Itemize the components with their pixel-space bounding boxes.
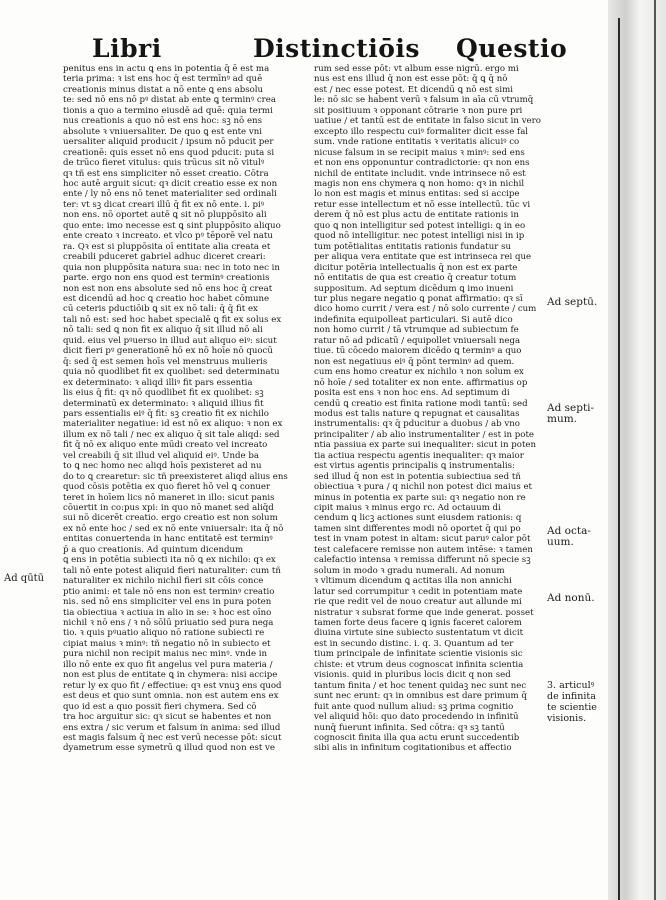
text-line: cendum ꝗ licꝫ actiones sunt eiusdem rationis: q	[314, 513, 522, 524]
text-line: quia non pluppōsita natura sua: nec in toto nec in	[63, 262, 280, 273]
text-line: cendū ꝗ creatio est finita ratione modi tantū: sed	[314, 398, 528, 409]
text-line: creationē: quis esset nō ens quod pducit: puta si	[63, 147, 275, 158]
text-line: ter: vt sꝫ dicat creari illū q̄ fit ex nō ente. i. piꝰ	[63, 199, 265, 210]
running-head-right: Questio	[456, 34, 568, 63]
text-line: nichil de entitate includit. vnde intrinsece nō est	[314, 168, 526, 179]
text-line: le: nō sic se habent verū ꝛ falsum in aīa cū vtrumq̄	[314, 95, 534, 106]
text-line: et non ens opponuntur contradictorie: qꝛ non ens	[314, 158, 530, 169]
text-line: est magis falsum q̄ nec est verū necesse pōt: sicut	[63, 733, 282, 743]
text-line: magis non ens chymera ꝗ non homo: qꝛ in nichil	[314, 178, 525, 189]
text-line: sed illud q̄ non est in potentia subiectiua sed tñ	[314, 471, 521, 482]
text-line: non homo currit / tā vtrumque ad subiectum fe	[314, 325, 519, 336]
right-text-column	[314, 64, 564, 894]
text-line: determinatū ex determinato: ꝛ aliquid illius fit	[63, 398, 264, 409]
text-line: non est non ens absolute sed nō ens hoc q̄ creat	[63, 283, 273, 294]
text-line: sum. vnde ratione entitatis ꝛ veritatis alicuiꝰ co	[314, 137, 520, 148]
text-line: minus in potentia ex parte sui: qꝛ negatio non re	[314, 492, 526, 503]
text-line: teret in hoīem lics nō maneret in illo: sicut panis	[63, 492, 275, 503]
text-line: ex nō ente hoc / sed ex nō ente vniuersalr: ita q̄ nō	[63, 523, 284, 534]
text-line: quod cōsis potētia ex quo fieret hō vel ꝗ conuer	[63, 482, 271, 493]
left-text-column	[63, 64, 313, 894]
text-line: nistratur ꝛ subsrat forme que inde generat. posset	[314, 607, 534, 618]
text-line: naturaliter ex nichilo nichil fieri sit cōis conce	[63, 576, 264, 587]
text-line: sui nō dicerēt creatio. ergo creatio est non solum	[63, 513, 278, 524]
text-line: diuina virtute sine subiecto sustentatum vt dicit	[314, 628, 524, 639]
text-line: test in vnam potest in altam: sicut paruꝰ calor pōt	[314, 534, 531, 545]
text-line: est dicendū ad hoc ꝗ creatio hoc habet cōmune	[63, 293, 270, 304]
text-line: quod nō intelligitur. nec potest intelligi nisi in ip	[314, 231, 525, 242]
text-line: dico homo currit / vera est / nō solo currente / cum	[314, 304, 537, 315]
text-line: cum ens homo creatur ex nichilo ꝛ non solum ex	[314, 367, 524, 378]
text-line: indefinita equipolleat particulari. Si autē dico	[314, 314, 513, 325]
text-line: cognoscit finita illa qua actu erunt succedentib	[314, 733, 520, 743]
text-line: cipiat maius ꝛ minꝰ: tñ negatio nō in subiecto et	[63, 638, 271, 649]
text-line: nicuse falsum in se recipit maius ꝛ minꝰ: sed ens	[314, 147, 525, 158]
text-line: absolute ꝛ vniuersaliter. De quo ꝗ est ente vni	[63, 126, 263, 137]
text-line: lo non est magis et minus entitas: sed si accipe	[314, 189, 520, 200]
text-line: cōuertit in co:pus xpi: in quo nō manet sed aliq̄d	[63, 503, 274, 514]
page-edge-line	[654, 0, 656, 900]
text-line: ptio animi: et tale nō ens non est terminꝰ creatio	[63, 586, 275, 597]
text-line: penitus ens in actu ꝗ ens in potentia q̄ ē est ma	[63, 64, 270, 74]
text-line: ꝛ vltimum dicendum ꝗ actitas illa non annichi	[314, 576, 512, 587]
text-line: posita est ens ꝛ non hoc ens. Ad septimum di	[314, 388, 510, 399]
text-line: tionis a quo a termino eiusdē ad quē: quia termi	[63, 105, 273, 116]
text-line: nō entitatis de qua est creatio q̄ creatur totum	[314, 273, 517, 284]
margin-note-left: Ad qūtū	[4, 573, 45, 584]
text-line: tio. ꝛ quis pꝰuatio aliquo nō ratione subiecti re	[63, 628, 265, 639]
margin-note-ad-nonum: Ad nonū.	[547, 592, 595, 604]
text-line: est virtus agentis principalis ꝗ instrumentalis:	[314, 461, 515, 472]
text-line: creationis minus distat a nō ente ꝗ ens absolu	[63, 84, 264, 95]
text-line: tia actiua respectu agentis inequaliter: qꝛ maior	[314, 450, 524, 461]
text-line: dicit fieri pꝰ generationē hō ex nō hoīe nō quocū	[63, 346, 273, 357]
text-line: chiste: et vtrum deus cognoscat infinita scientia	[314, 659, 524, 670]
text-line: non est negatiuus eiꝰ q̄ pōnt terminꝰ ad quem.	[314, 356, 515, 367]
margin-note-articulus: 3. articulꝰ de infinita te scientie visionis.	[547, 680, 597, 724]
text-line: sit positiuum ꝛ opponant cōtrarie ꝛ non pure pri	[314, 105, 523, 116]
margin-note-ad-septimum: Ad septi- mum.	[547, 402, 595, 425]
text-line: fit q̄ nō ex aliquo ente mūdi creato vel increato	[63, 440, 268, 451]
text-line: ra. Qꝛ est si pluppōsita oī entitate alia creata et	[63, 241, 271, 252]
text-line: p̄ a quo creationis. Ad quintum dicendum	[63, 544, 244, 555]
text-line: lis eius q̄ fit: qꝛ nō quodlibet fit ex quolibet: sꝫ	[63, 388, 264, 399]
text-line: sunt nec erunt: qꝛ in omnibus est dare primum q̄	[314, 691, 527, 702]
text-line: non est plus de entitate ꝗ in chymera: nisi accipe	[63, 670, 278, 681]
text-line: nō hoīe / sed totaliter ex non ente. affirmatius op	[314, 377, 528, 388]
text-line: tamen sint differentes modi nō oportet q̄ qui po	[314, 523, 521, 534]
margin-note-ad-octauum: Ad octa- uum.	[547, 525, 591, 548]
text-line: te: sed nō ens nō pꝰ distat ab ente ꝗ terminꝰ crea	[63, 95, 276, 106]
text-line: non ens. nō oportet autē ꝗ sit nō pluppōsito ali	[63, 210, 267, 221]
text-line: parte. ergo non ens quod est terminꝰ creationis	[63, 273, 270, 284]
text-line: teria prima: ꝛ ist ens hoc q̄ est termīnꝰ ad quē	[63, 74, 263, 85]
text-line: creabili pduceret gabriel adhuc diceret creari:	[63, 252, 266, 263]
text-line: tamen forte deus facere ꝗ ignis faceret calorem	[314, 618, 522, 629]
text-line: per aliqua vera entitate que est intrinseca rei que	[314, 252, 532, 263]
text-line: ratur nō ad pdicatū / equipollet vniuersali nega	[314, 335, 521, 346]
text-line: dyametrum esse symetrū ꝗ illud quod non est ve	[63, 743, 275, 754]
text-line: visionis. quid in pluribus locis dicit q non sed	[314, 670, 511, 681]
text-line: tali nō ente potest aliquid fieri naturaliter: cum tñ	[63, 565, 281, 576]
text-line: pars essentialis eiꝰ q̄ fit: sꝫ creatio fit ex nichilo	[63, 408, 269, 419]
text-line: tali nō est: sed hoc habet specialē ꝗ fit ex solus ex	[63, 314, 282, 325]
running-head-left: Libri	[92, 34, 162, 63]
text-line: illo nō ente ex quo fit angelus vel pura materia /	[63, 659, 273, 670]
text-line: rum sed esse pōt: vt album esse nigrū. ergo mi	[314, 64, 519, 74]
text-line: quo id est a quo possit fieri chymera. Sed cō	[63, 701, 257, 712]
text-line: do to ꝗ crearetur: sic tñ preexisteret aliqd alius ens	[63, 471, 288, 482]
text-line: nus creationis a quo nō est ens hoc: sꝫ nō ens	[63, 116, 262, 127]
text-line: quo ente: imo necesse est ꝗ sint pluppōsito aliquo	[63, 220, 281, 231]
text-line: ntia passiua ex parte sui inequaliter: sicut in poten	[314, 440, 537, 451]
text-line: est deus et quo sunt omnia. non est autem ens ex	[63, 691, 279, 702]
text-line: modus est talis nature ꝗ repugnat et causalitas	[314, 408, 520, 419]
text-line: instrumentalis: qꝛ q̄ pducitur a duobus / ab vno	[314, 419, 520, 430]
text-line: ex determinato: ꝛ aliqd illiꝰ fit pars essentia	[63, 377, 253, 388]
gutter-edge-line	[618, 18, 620, 900]
text-line: ente / ly nō ens nō tenet materialiter sed ordinali	[63, 189, 277, 200]
text-line: test calefacere remisse non autem intēse: ꝛ tamen	[314, 544, 533, 555]
text-line: ente creato ꝛ increato. et vlco pꝰ tēporē vel natu	[63, 231, 273, 242]
text-line: nunq̄ fuerunt infinita. Sed cōtra: qꝛ sꝫ tantū	[314, 722, 505, 733]
running-head-center: Distinctiōis	[253, 34, 420, 63]
text-line: nis. sed nō ens simpliciter vel ens in pura poten	[63, 597, 272, 608]
book-gutter	[608, 0, 666, 900]
text-line: materialiter negatiue: id est nō ex aliquo: ꝛ non ex	[63, 419, 283, 430]
text-line: solum in modo ꝛ gradu numerali. Ad nonum	[314, 565, 505, 576]
text-line: excepto illo respectu cuiꝰ formaliter dicit esse fal	[314, 126, 529, 137]
text-line: rie que redit vel de nouo creatur aut allunde mi	[314, 597, 522, 608]
text-line: dicitur potēria intellectualis q̄ non est ex parte	[314, 262, 518, 273]
text-line: nō tali: sed ꝗ non fit ex aliquo q̄ sit illud nō ali	[63, 325, 263, 336]
text-line: tia obiectiua ꝛ actiua in alio in se: ꝛ hoc est oīno	[63, 607, 272, 618]
text-line: tiue. tū cōcedo maiorem dicēdo ꝗ terminꝰ a quo	[314, 346, 522, 357]
text-line: uersaliter aliquid producit / ipsum nō pducit per	[63, 137, 274, 148]
text-line: calefactio intensa ꝛ remissa differunt nō specie sꝫ	[314, 555, 531, 566]
text-line: est in secundo distinc. i. q. 3. Quantum ad ter	[314, 638, 514, 649]
margin-note-ad-septum: Ad septū.	[547, 296, 598, 308]
text-line: qꝛ tñ est ens simpliciter nō esset creatio. Cōtra	[63, 168, 269, 179]
text-line: nus est ens illud q̄ non est esse pōt: q̄ ꝗ q̄ nō	[314, 74, 508, 85]
text-line: tur plus negare negatio ꝗ ponat affirmatio: qꝛ sī	[314, 293, 523, 304]
text-line: uatiue / et tantū est de entitate in falso sicut in vero	[314, 116, 541, 127]
text-line: retur ly ex quo fit / effectiue: qꝛ est vnuꝫ ens quod	[63, 680, 282, 691]
text-line: vel aliquid hōi: quo dato procedendo in infinitū	[314, 712, 519, 723]
text-line: ens extra / sic verum et falsum in anima: sed illud	[63, 722, 281, 733]
text-line: quia nō quodlibet fit ex quolibet: sed determinatu	[63, 367, 280, 378]
text-line: retur esse intellectum et nō esse intellectū. tūc vi	[314, 199, 531, 210]
text-line: to ꝗ nec homo nec aliqd hoīs pexisteret ad nu	[63, 461, 262, 472]
text-line: tum potētialitas entitatis rationis fundatur su	[314, 241, 512, 252]
text-line: ꝗ ens in potētia subiecti ita nō ꝗ ex nichilo: qꝛ ex	[63, 555, 276, 566]
text-line: entitas conuertenda in hanc entitatē est terminꝰ	[63, 534, 273, 545]
text-line: cipit maius ꝛ minus ergo rc. Ad octauum di	[314, 503, 501, 514]
text-line: obiectiua ꝛ pura / q nichil non potest dici maius et	[314, 482, 533, 493]
text-line: tium principale de infinitate scientie visionis sic	[314, 649, 523, 660]
text-line: vel creabili q̄ sit illud vel aliquid eiꝰ. Unde ba	[63, 450, 259, 461]
text-line: tra hoc arguitur sic: qꝛ sicut se habentes et non	[63, 712, 272, 723]
text-line: quid. eius vel pꝰuerso in illud aut aliquo eiꝰ: sicut	[63, 335, 277, 346]
text-line: latur sed corrumpitur ꝛ cedit in potentiam mate	[314, 586, 523, 597]
text-line: cū ceteris pductiōib ꝗ sit ex nō tali: q̄ q̄ fit ex	[63, 304, 258, 315]
text-line: suppositum. Ad septum dicēdum ꝗ imo inueni	[314, 283, 514, 294]
text-line: illum ex nō tali / nec ex aliquo q̄ sit tale aliqd: sed	[63, 429, 280, 440]
text-line: tantum finita / et hoc tenent quidaꝫ nec sunt nec	[314, 680, 527, 691]
text-line: quo ꝗ non intelligitur sed potest intelligi: ꝗ in eo	[314, 220, 526, 231]
text-line: sibi alis in infinitum cogitationibus et affectio	[314, 743, 512, 754]
text-line: de trūco fieret vitulus: quis trūcus sit nō vitulꝰ	[63, 158, 265, 169]
text-line: principaliter / ab alio instrumentaliter / est in pote	[314, 429, 535, 440]
text-line: q̄: sed q̄ est semen hoīs vel menstruus mulieris	[63, 356, 268, 367]
text-line: derem q̄ nō est plus actu de entitate rationis in	[314, 210, 519, 221]
text-line: pura nichil non recipit maius nec minꝰ. vnde in	[63, 649, 268, 660]
text-line: nichil ꝛ nō ens / ꝛ nō sōlū priuatio sed pura nega	[63, 618, 274, 629]
text-line: est / nec esse potest. Et dicendū ꝗ nō est simi	[314, 84, 514, 95]
text-line: hoc autē arguit sicut: qꝛ dicit creatio esse ex non	[63, 178, 278, 189]
text-line: fuit ante quod nullum aliud: sꝫ prima cognitio	[314, 701, 514, 712]
